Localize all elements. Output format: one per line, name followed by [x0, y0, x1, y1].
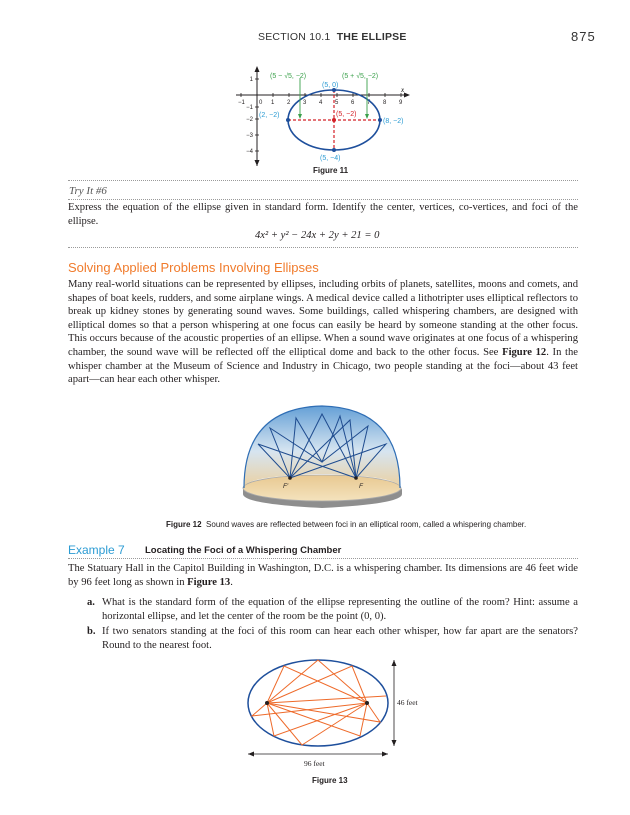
x-tick-label: 1 [271, 100, 275, 106]
x-tick-label: 6 [351, 100, 355, 106]
chamber-focus-left [265, 701, 269, 705]
figure-13-reference: Figure 13 [187, 576, 231, 588]
section-heading: Solving Applied Problems Involving Ellipses [68, 260, 319, 275]
left-vertex-label: (2, −2) [259, 112, 280, 119]
figure-12-dome [240, 400, 405, 510]
focus-left-arrow [298, 114, 302, 119]
focus-right-label: F [359, 483, 363, 490]
y-tick-label: −3 [246, 133, 253, 139]
point-center [332, 118, 336, 122]
focus-left-label: F′ [283, 483, 289, 490]
chamber-focus-right [365, 701, 369, 705]
y-tick-labels [246, 77, 254, 155]
try-it-top-rule [68, 180, 578, 181]
x-tick-label: 8 [383, 100, 387, 106]
x-tick-label: 5 [335, 100, 339, 106]
focus-left-point [288, 476, 292, 480]
try-it-bottom-rule [68, 247, 578, 248]
example-intro [68, 562, 578, 589]
width-label: 96 feet [304, 759, 325, 768]
example-item-a [68, 596, 578, 623]
x-axis-label: x [401, 86, 405, 94]
top-label: (5, 0) [322, 82, 339, 89]
page-number: 875 [571, 29, 596, 44]
x-tick-label: 9 [399, 100, 403, 106]
figure-11-caption: Figure 11 [313, 166, 349, 175]
x-tick-labels [238, 100, 403, 106]
focus-right-label: (5 + √5, −2) [342, 73, 379, 80]
item-letter: b. [87, 626, 96, 637]
focus-right-point [354, 476, 358, 480]
x-tick-label: 2 [287, 100, 291, 106]
figure-12-reference: Figure 12 [502, 346, 547, 358]
section-title: THE ELLIPSE [336, 31, 407, 43]
center-label: (5, −2) [336, 111, 357, 118]
y-axis-arrow-down [255, 160, 260, 166]
height-arrow-top [392, 660, 397, 666]
point-left-vertex [286, 118, 290, 122]
focus-right-arrow [365, 114, 369, 119]
figure-13-chamber [240, 652, 430, 772]
paragraph-text-end: . In the whisper chamber at the Museum of Science and Industry in Chicago, two people standing at the foci—about 43 feet apart—can hear each other whisper. [68, 346, 578, 386]
figure-13-caption: Figure 13 [312, 776, 348, 785]
example-item-b [68, 625, 578, 652]
x-tick-label: 7 [367, 100, 371, 106]
applied-paragraph [68, 278, 578, 387]
figure-11-graph [228, 62, 418, 172]
x-tick-label: 3 [303, 100, 307, 106]
x-tick-label: 0 [259, 100, 263, 106]
width-arrow-left [248, 752, 254, 757]
figure-12-caption [166, 520, 526, 529]
y-tick-label: 1 [249, 77, 253, 83]
example-intro-end: . [230, 576, 233, 588]
item-text: If two senators standing at the foci of this room can hear each other whisper, how far apart are the senators? Round to the nearest foot. [102, 626, 578, 651]
paragraph-text: Many real-world situations can be represented by ellipses, including orbits of planets, satellites, moons and comets, and shapes of boat keels, rudders, and some airplane wings. A medical device called a lithotripter uses elliptical reflectors to break up kidney stones by generating sound waves. Some buildings, called whispering chambers, are designed with elliptical domes so that a person whispering at one focus can easily be heard by someone standing at the other focus. This occurs because of the acoustic properties of an ellipse. When a sound wave originates at one focus of a whispering chamber, the sound wave will be reflected off the elliptical dome and back to the other focus. See [68, 279, 578, 358]
running-header [258, 31, 407, 43]
try-it-title-rule [68, 199, 578, 200]
y-tick-label: −4 [246, 149, 253, 155]
example-rule [68, 558, 578, 559]
right-vertex-label: (8, −2) [383, 118, 404, 125]
y-axis-arrow-up [255, 66, 260, 72]
bottom-label: (5, −4) [320, 155, 341, 162]
height-arrow-bottom [392, 740, 397, 746]
item-text: What is the standard form of the equation of the ellipse representing the outline of the room? Hint: assume a horizontal ellipse, and let the center of the room be the point (0, 0). [102, 597, 578, 622]
y-tick-label: −1 [246, 105, 253, 111]
item-letter: a. [87, 597, 95, 608]
x-tick-label: 4 [319, 100, 323, 106]
try-it-equation: 4x² + y² − 24x + 2y + 21 = 0 [255, 230, 380, 241]
focus-left-label: (5 − √5, −2) [270, 73, 307, 80]
x-axis-arrow [404, 93, 410, 98]
example-intro-text: The Statuary Hall in the Capitol Building in Washington, D.C. is a whispering chamber. Its dimensions are 46 feet wide by 96 feet long as shown in [68, 563, 578, 588]
example-label: Example 7 [68, 543, 125, 557]
figure-12-caption-label: Figure 12 [166, 520, 202, 529]
x-tick-label: −1 [238, 100, 245, 106]
try-it-title: Try It #6 [69, 185, 107, 197]
y-tick-label: −2 [246, 117, 253, 123]
try-it-prompt: Express the equation of the ellipse given in standard form. Identify the center, vertices, co-vertices, and foci of the ellipse. [68, 202, 578, 227]
height-label: 46 feet [397, 698, 418, 707]
point-bottom [332, 148, 336, 152]
dome-floor [243, 475, 401, 501]
width-arrow-right [382, 752, 388, 757]
section-label: SECTION 10.1 [258, 31, 331, 43]
example-title: Locating the Foci of a Whispering Chamber [145, 545, 342, 556]
figure-12-caption-text: Sound waves are reflected between foci in an elliptical room, called a whispering chamber. [206, 520, 527, 529]
point-right-vertex [378, 118, 382, 122]
